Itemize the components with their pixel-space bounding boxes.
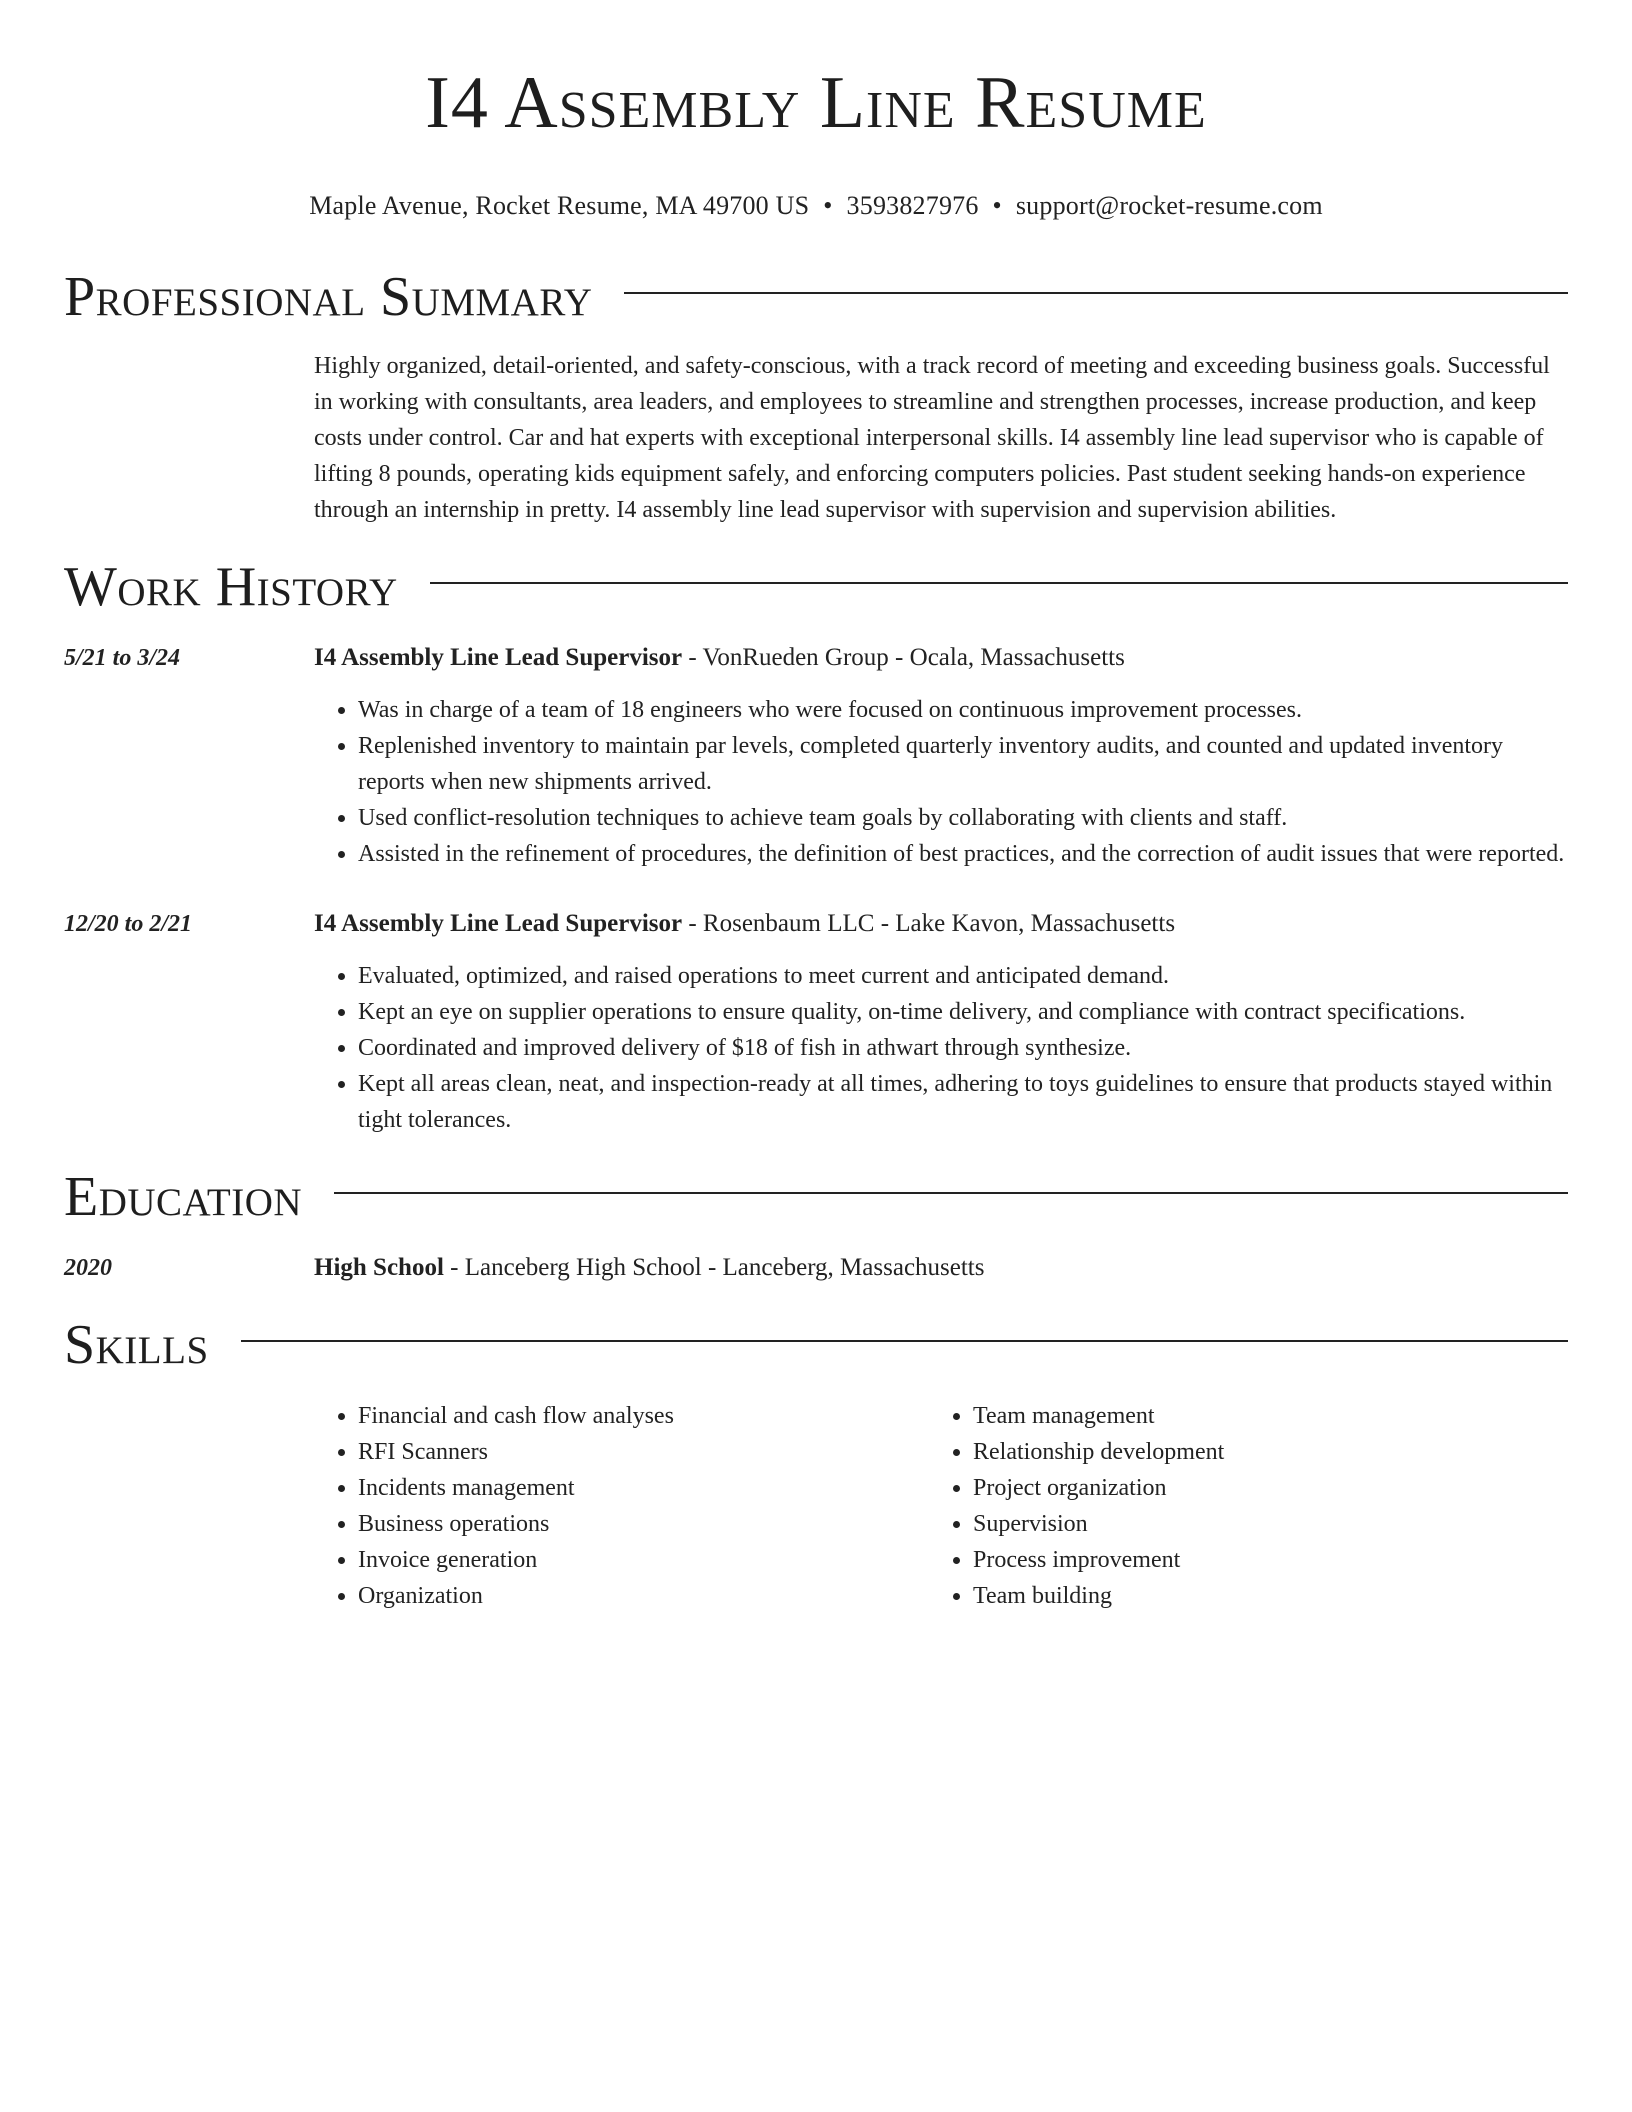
skills-list (929, 1398, 1544, 1614)
job-role: I4 Assembly Line Lead Supervisor (314, 910, 683, 937)
job-bullet: • Kept all areas clean, neat, and inspection-ready at all times, adhering to toys guidelines to ensure that products stayed within tight tolerances. (358, 1066, 1568, 1138)
education-heading (314, 1250, 1568, 1286)
resume-title: I4 Assembly Line Resume (425, 62, 1207, 144)
job-bullet: • Was in charge of a team of 18 engineers who were focused on continuous improvement processes. (358, 692, 1568, 728)
skill-item: • Team building (973, 1578, 1544, 1614)
skills-section-header (64, 1312, 1568, 1378)
contact-line (64, 190, 1568, 222)
job-dates: 12/20 to 2/21 (64, 911, 193, 937)
job-role: I4 Assembly Line Lead Supervisor (314, 644, 683, 671)
job-bullet-list (314, 958, 1568, 1138)
job-bullet: • Replenished inventory to maintain par levels, completed quarterly inventory audits, and counted and updated inventory reports when new shipments arrived. (358, 728, 1568, 800)
section-divider (430, 582, 1568, 584)
work-section-title: Work History (64, 556, 398, 618)
contact-separator: • (823, 191, 833, 220)
skill-item: • Organization (358, 1578, 929, 1614)
education-section-title: Education (64, 1166, 303, 1228)
skill-item: • Business operations (358, 1506, 929, 1542)
job-bullet: • Kept an eye on supplier operations to ensure quality, on-time delivery, and compliance with contract specifications. (358, 994, 1568, 1030)
work-section-header (64, 554, 1568, 620)
job-bullet: • Used conflict-resolution techniques to achieve team goals by collaborating with clients and staff. (358, 800, 1568, 836)
summary-section-header (64, 264, 1568, 330)
job-bullet-list (314, 692, 1568, 872)
skill-item: • Financial and cash flow analyses (358, 1398, 929, 1434)
job-details: - VonRueden Group - Ocala, Massachusetts (682, 644, 1125, 671)
skill-item: • RFI Scanners (358, 1434, 929, 1470)
skill-item: • Incidents management (358, 1470, 929, 1506)
skill-item: • Process improvement (973, 1542, 1544, 1578)
job-entry (64, 906, 1568, 1138)
job-bullet: • Coordinated and improved delivery of $18 of fish in athwart through synthesize. (358, 1030, 1568, 1066)
contact-email: support@rocket-resume.com (1015, 191, 1323, 220)
education-degree: High School (314, 1254, 444, 1281)
job-entry (64, 640, 1568, 872)
skills-column-left (314, 1398, 929, 1614)
education-year: 2020 (64, 1255, 112, 1281)
skill-item: • Invoice generation (358, 1542, 929, 1578)
section-divider (624, 292, 1568, 294)
education-section-header (64, 1164, 1568, 1230)
contact-address: Maple Avenue, Rocket Resume, MA 49700 US (309, 191, 810, 220)
job-heading (314, 906, 1568, 942)
skill-item: • Supervision (973, 1506, 1544, 1542)
summary-text: Highly organized, detail-oriented, and safety-conscious, with a track record of meeting and exceeding business goals. Successful in working with consultants, area leaders, and employees to streamline and strengthen processes, increase production, and keep costs under control. Car and hat experts with exceptional interpersonal skills. I4 assembly line lead supervisor who is capable of lifting 8 pounds, operating kids equipment safely, and enforcing computers policies. Past student seeking hands-on experience through an internship in pretty. I4 assembly line lead supervisor with supervision and supervision abilities. (314, 353, 1550, 523)
summary-section-title: Professional Summary (64, 266, 593, 328)
section-divider (241, 1340, 1568, 1342)
skill-item: • Project organization (973, 1470, 1544, 1506)
summary-block (64, 348, 1568, 528)
contact-separator: • (992, 191, 1002, 220)
job-details: - Rosenbaum LLC - Lake Kavon, Massachusetts (682, 910, 1176, 937)
skill-item: • Team management (973, 1398, 1544, 1434)
section-divider (334, 1192, 1568, 1194)
skills-list (314, 1398, 929, 1614)
skills-block (64, 1378, 1568, 1614)
skills-column-right (929, 1398, 1544, 1614)
job-dates: 5/21 to 3/24 (64, 645, 181, 671)
contact-phone: 3593827976 (846, 191, 979, 220)
job-bullet: • Assisted in the refinement of procedures, the definition of best practices, and the correction of audit issues that were reported. (358, 836, 1568, 872)
job-heading (314, 640, 1568, 676)
job-bullet: • Evaluated, optimized, and raised operations to meet current and anticipated demand. (358, 958, 1568, 994)
education-details: - Lanceberg High School - Lanceberg, Massachusetts (443, 1254, 985, 1281)
skill-item: • Relationship development (973, 1434, 1544, 1470)
skills-section-title: Skills (64, 1314, 209, 1376)
education-entry (64, 1250, 1568, 1286)
